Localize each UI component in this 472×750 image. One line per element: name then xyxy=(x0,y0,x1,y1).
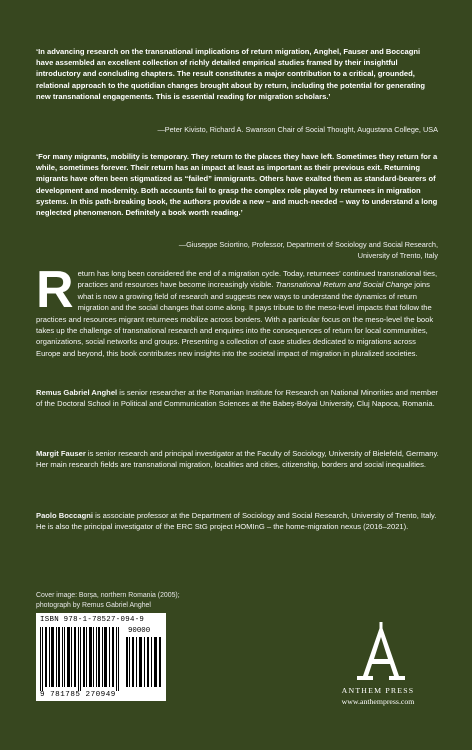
quote-2-text: ‘For many migrants, mobility is temporary. They return to the places they have left. Sometimes they return for a while, sometimes forever. Their return has an impact at least as important as their previous exit. Returning migrants have often been stigmatized as “failed” immigrants. Others have exalted them as standard-bearers of development and modernity. Both accounts fail to grasp the complex role played by returnees in migration systems. In this path-breaking book, the authors provide a new – and much-needed – way to understand a long neglected phenomenon. Definitely a book worth reading.’ xyxy=(36,152,438,218)
book-blurb xyxy=(36,261,440,359)
quote-2-attribution-line-2: University of Trento, Italy xyxy=(357,251,438,260)
endorsement-quote-2 xyxy=(36,151,438,218)
ean-barcode-graphic xyxy=(40,627,124,691)
bio-text: is senior researcher at the Romanian Institute for Research on National Minorities and member of the Doctoral School in Political and Communication Sciences at the Babeș-Bolyai University, Cluj Napoca, Romania. xyxy=(36,388,438,409)
cover-image-credit xyxy=(36,591,276,611)
endorsement-quote-1 xyxy=(36,46,438,102)
blurb-book-title: Transnational Return and Social Change xyxy=(275,280,413,290)
blurb-text-2: joins what is now a growing field of research and suggests new ways to understand the dynamics of return migration and the social changes that come along. It pays tribute to the meso-level impacts that follow the practices and resources migrant returnees mobilize across borders. With a particular focus on the meso-level the book takes up the challenge of transnational research and enquires into the consequences of return for local communities, organizations, social networks and groups. Presenting a collection of case studies dedicated to migrations across Europe and beyond, this book contributes new insights into the societal impact of migration in pluralized societies. xyxy=(36,280,434,358)
bio-name: Margit Fauser xyxy=(36,449,86,458)
quote-1-attribution: —Peter Kivisto, Richard A. Swanson Chair of Social Thought, Augustana College, USA xyxy=(157,125,438,134)
blurb-drop-cap: R xyxy=(36,261,74,319)
credit-line-1: Cover image: Borșa, northern Romania (2005); xyxy=(36,592,180,599)
author-bio-anghel xyxy=(36,387,440,410)
quote-1-text: ‘In advancing research on the transnational implications of return migration, Anghel, Fauser and Boccagni have assembled an excellent collection of richly detailed empirical studies framed by their insightful introductory and concluding chapters. The result constitutes a major contribution to a critical, grounded, relational approach to the quotidian changes brought about by return, including the potential for generating new transnational engagements. This is essential reading for migration scholars.’ xyxy=(36,47,425,101)
isbn-barcode xyxy=(36,613,166,701)
ean-number: 9 781785 270949 xyxy=(40,691,116,699)
bio-name: Remus Gabriel Anghel xyxy=(36,388,118,397)
isbn-number: ISBN 978-1-78527-094-9 xyxy=(40,616,145,624)
author-bio-fauser xyxy=(36,448,440,471)
publisher-url[interactable]: www.anthempress.com xyxy=(341,697,415,706)
blurb-text-1: eturn has long been considered the end of a migration cycle. Today, returnees’ continued transnational ties, practices and resources have become increasingly visible. xyxy=(77,269,438,290)
price-code: 90000 xyxy=(128,627,151,635)
price-barcode-graphic xyxy=(126,637,162,687)
publisher-name: ANTHEM PRESS xyxy=(341,686,415,695)
quote-2-attribution-line-1: —Giuseppe Sciortino, Professor, Department of Sociology and Social Research, xyxy=(178,240,438,249)
bio-text: is senior research and principal investigator at the Faculty of Sociology, University of Bielefeld, Germany. Her main research fields are transnational migration, localities and cities, citizenship, borders and social inequalities. xyxy=(36,449,439,470)
credit-line-2: photograph by Remus Gabriel Anghel xyxy=(36,602,151,609)
bio-name: Paolo Boccagni xyxy=(36,511,93,520)
bio-text: is associate professor at the Department of Sociology and Social Research, University of Trento, Italy. He is also the principal investigator of the ERC StG project HOMInG – the home-migration nexus (2016–2021). xyxy=(36,511,437,532)
author-bio-boccagni xyxy=(36,510,440,533)
